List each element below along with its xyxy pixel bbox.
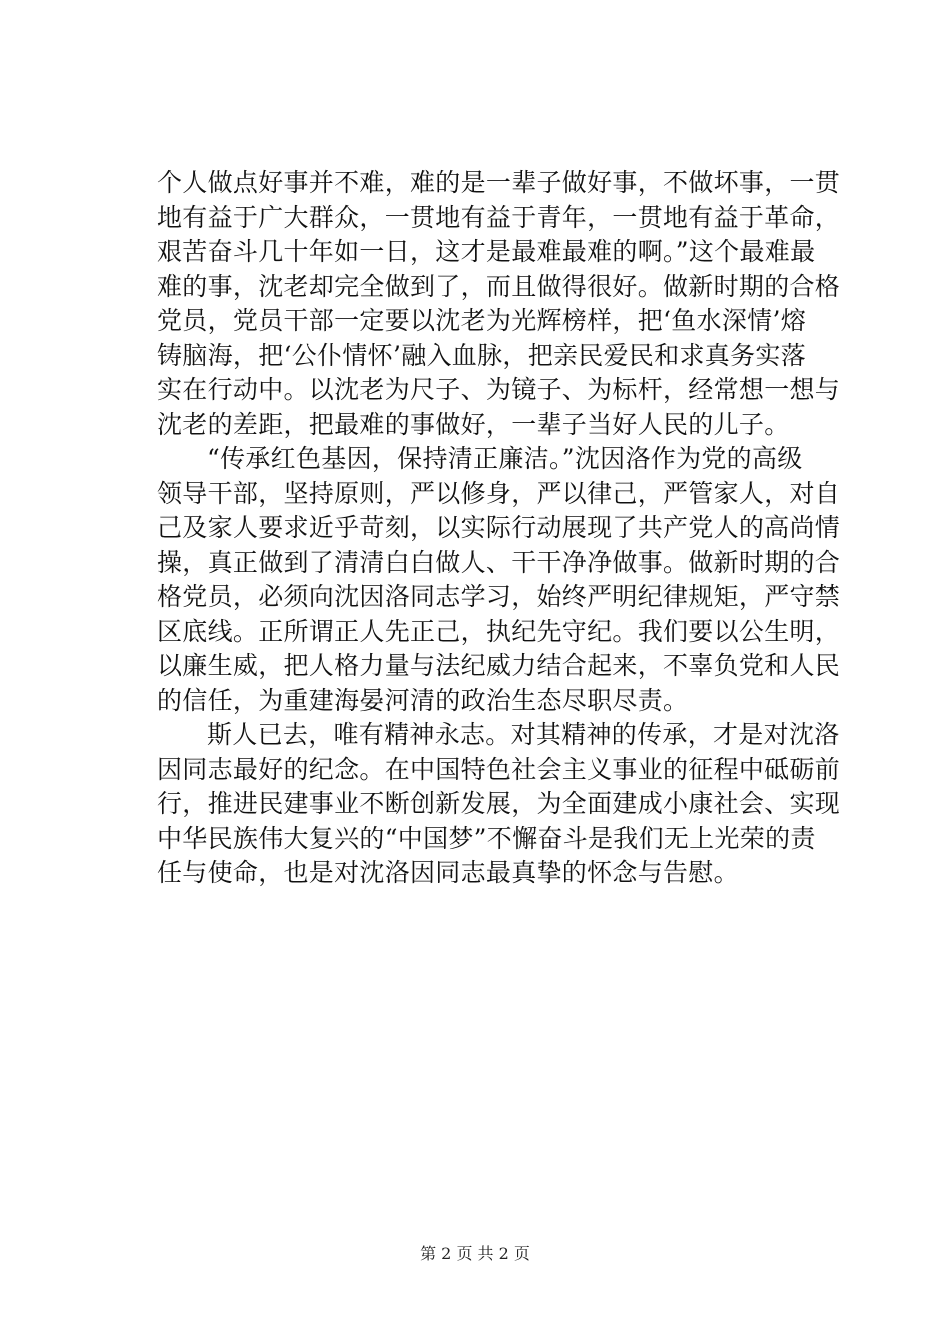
paragraph-2-line-3: 己及家人要求近乎苛刻，以实际行动展现了共产党人的高尚情	[157, 513, 841, 542]
paragraph-2-line-5: 格党员，必须向沈因洛同志学习，始终严明纪律规矩，严守禁	[157, 582, 841, 611]
page-number-footer: 第 2 页 共 2 页	[420, 1244, 530, 1263]
paragraph-1-line-3: 艰苦奋斗几十年如一日，这才是最难最难的啊。”这个最难最	[157, 237, 816, 266]
paragraph-2-line-1: “传承红色基因，保持清正廉洁。”沈因洛作为党的高级	[207, 444, 803, 473]
paragraph-3-line-1: 斯人已去，唯有精神永志。对其精神的传承，才是对沈洛	[207, 720, 840, 749]
paragraph-1-line-1: 个人做点好事并不难，难的是一辈子做好事，不做坏事，一贯	[157, 168, 841, 197]
paragraph-3-line-4: 中华民族伟大复兴的“中国梦”不懈奋斗是我们无上光荣的责	[157, 823, 816, 853]
paragraph-1-line-8: 沈老的差距，把最难的事做好，一辈子当好人民的儿子。	[157, 409, 790, 439]
paragraph-2-line-2: 领导干部，坚持原则，严以修身，严以律己，严管家人，对自	[157, 478, 841, 508]
paragraph-2-line-6: 区底线。正所谓正人先正己，执纪先守纪。我们要以公生明，	[157, 616, 841, 646]
document-body	[157, 166, 841, 891]
paragraph-3-line-5: 任与使命，也是对沈洛因同志最真挚的怀念与告慰。	[157, 858, 739, 887]
paragraph-1-line-6: 铸脑海，把‘公仆情怀’融入血脉，把亲民爱民和求真务实落	[157, 340, 806, 370]
paragraph-3-line-3: 行，推进民建事业不断创新发展，为全面建成小康社会、实现	[157, 789, 841, 818]
paragraph-1-line-4: 难的事，沈老却完全做到了，而且做得很好。做新时期的合格	[157, 271, 841, 301]
paragraph-2-line-8: 的信任，为重建海晏河清的政治生态尽职尽责。	[157, 685, 689, 715]
paragraph-1-line-2: 地有益于广大群众，一贯地有益于青年，一贯地有益于革命，	[157, 202, 841, 232]
paragraph-3-line-2: 因同志最好的纪念。在中国特色社会主义事业的征程中砥砺前	[157, 754, 841, 784]
paragraph-2-line-4: 操，真正做到了清清白白做人、干干净净做事。做新时期的合	[157, 547, 841, 577]
paragraph-1-line-7: 实在行动中。以沈老为尺子、为镜子、为标杆，经常想一想与	[157, 375, 841, 404]
paragraph-1-line-5: 党员，党员干部一定要以沈老为光辉榜样，把‘鱼水深情’熔	[157, 306, 806, 335]
paragraph-2-line-7: 以廉生威，把人格力量与法纪威力结合起来，不辜负党和人民	[157, 651, 841, 680]
